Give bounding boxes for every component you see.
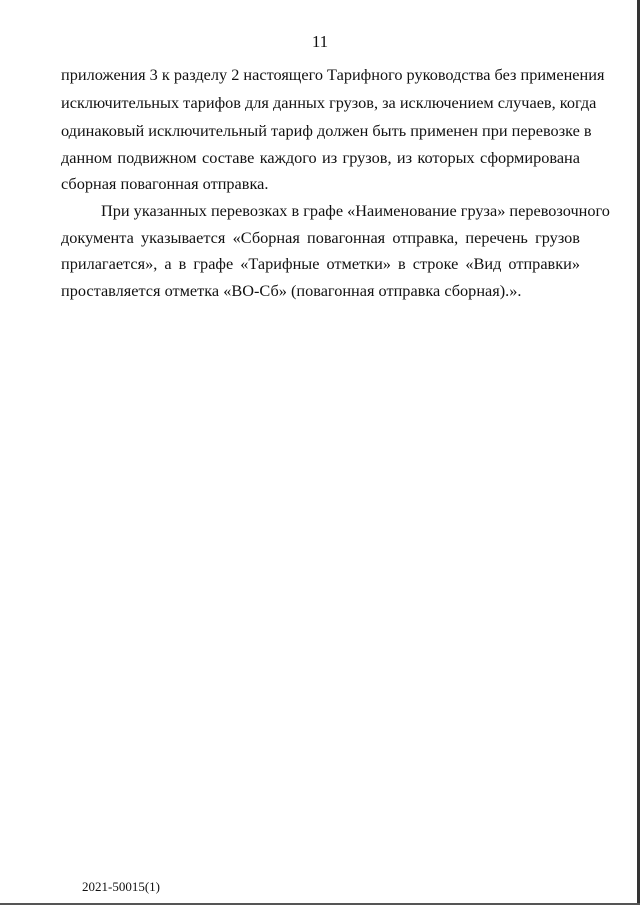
- text-line: прилагается», а в графе «Тарифные отметки» в строке «Вид отправки»: [61, 254, 580, 273]
- text-line: одинаковый исключительный тариф должен быть применен при перевозке в: [61, 121, 592, 140]
- text-line: документа указывается «Сборная повагонная отправка, перечень грузов: [61, 228, 580, 247]
- text-line: проставляется отметка «ВО-Сб» (повагонная отправка сборная).».: [61, 281, 522, 300]
- text-line: При указанных перевозках в графе «Наименование груза» перевозочного: [101, 201, 610, 220]
- text-line: приложения 3 к разделу 2 настоящего Тарифного руководства без применения: [61, 65, 605, 84]
- page-number: 11: [311, 32, 329, 51]
- text-line: данном подвижном составе каждого из грузов, из которых сформирована: [61, 148, 580, 167]
- text-line: исключительных тарифов для данных грузов, за исключением случаев, когда: [61, 93, 597, 112]
- text-line: сборная повагонная отправка.: [61, 174, 269, 193]
- document-code-footer: 2021-50015(1): [82, 879, 160, 894]
